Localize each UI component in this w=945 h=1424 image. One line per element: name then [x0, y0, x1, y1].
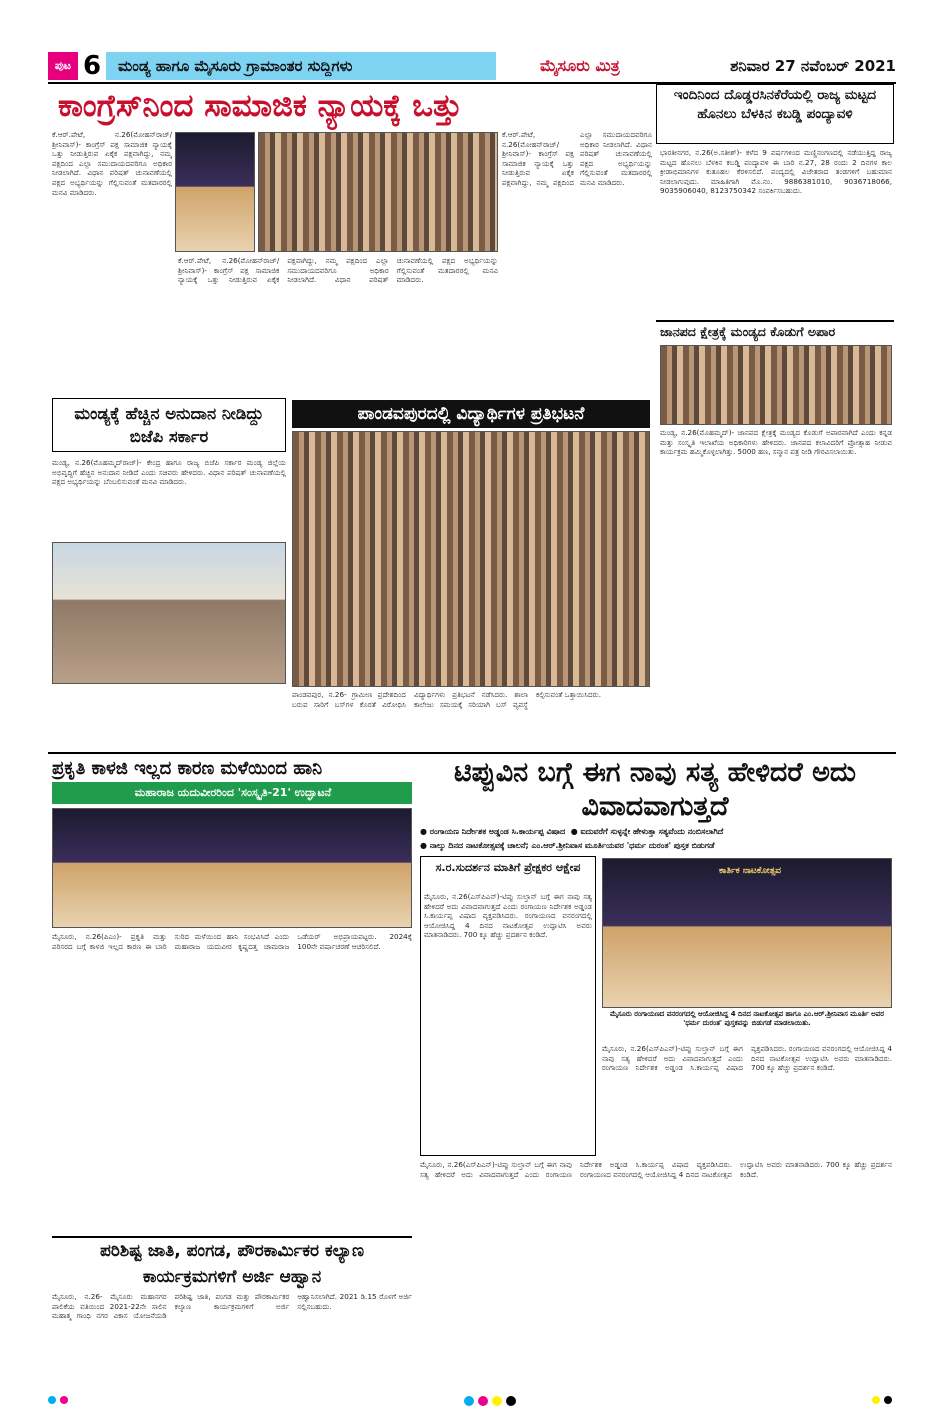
corner-mark-tl-magenta	[60, 1396, 68, 1404]
tipu-headline: ಟಿಪ್ಪುವಿನ ಬಗ್ಗೆ ಈಗ ನಾವು ಸತ್ಯ ಹೇಳಿದರೆ ಅದು ವಿವಾದವಾಗುತ್ತದೆ	[454, 757, 856, 822]
mandya-grant-photo	[52, 542, 286, 684]
lead-body: ಕೆ.ಆರ್.ಪೇಟೆ, ನ.26(ಮೋಹನ್‌ರಾಜ್/ಶ್ರೀನಿವಾಸ್)- ಕಾಂಗ್ರೆಸ್ ಪಕ್ಷ ಸಾಮಾಜಿಕ ನ್ಯಾಯಕ್ಕೆ ಒತ್ತು ನೀಡುತ್ತಿರುವ ಏಕೈಕ ಪಕ್ಷವಾಗಿದ್ದು, ನಮ್ಮ ಪಕ್ಷದಿಂದ ಎಲ್ಲಾ ಸಮುದಾಯದವರಿಗೂ ಅಧಿಕಾರ ನೀಡಲಾಗಿದೆ. ವಿಧಾನ ಪರಿಷತ್ ಚುನಾವಣೆಯಲ್ಲಿ ಪಕ್ಷದ ಅಭ್ಯರ್ಥಿಯನ್ನು ಗೆಲ್ಲಿಸುವಂತೆ ಮತದಾರರಲ್ಲಿ ಮನವಿ ಮಾಡಿದರು.	[52, 130, 172, 197]
pandavapura-headline: ಪಾಂಡವಪುರದಲ್ಲಿ ವಿದ್ಯಾರ್ಥಿಗಳ ಪ್ರತಿಭಟನೆ	[357, 404, 585, 424]
janapada-body: ಮಂಡ್ಯ, ನ.26(ಮೊಹಮ್ಮದ್)- ಜಾನಪದ ಕ್ಷೇತ್ರಕ್ಕೆ ಮಂಡ್ಯದ ಕೊಡುಗೆ ಅಪಾರವಾಗಿದೆ ಎಂದು ಕನ್ನಡ ಮತ್ತು ಸಂಸ್ಕೃತಿ ಇಲಾಖೆಯ ಅಧಿಕಾರಿಗಳು ಹೇಳಿದರು. ಜಾನಪದ ಕಲಾವಿದರಿಗೆ ಪ್ರೋತ್ಸಾಹ ನೀಡುವ ಕಾರ್ಯಕ್ರಮ ಹಮ್ಮಿಕೊಳ್ಳಲಾಗಿತ್ತು. 5000 ಹಣ, ಸನ್ಮಾನ ಪತ್ರ ನೀಡಿ ಗೌರವಿಸಲಾಯಿತು.	[660, 428, 892, 457]
page-header	[48, 52, 896, 80]
page-label: ಪುಟ	[48, 52, 78, 80]
prakruti-headline: ಪ್ರಕೃತಿ ಕಾಳಜಿ ಇಲ್ಲದ ಕಾರಣ ಮಳೆಯಿಂದ ಹಾನಿ	[52, 758, 323, 779]
parishishta-headline: ಪರಿಶಿಷ್ಟ ಜಾತಿ, ಪಂಗಡ, ಪೌರಕಾರ್ಮಿಕರ ಕಲ್ಯಾಣ ಕಾರ್ಯಕ್ರಮಗಳಿಗೆ ಅರ್ಜಿ ಆಹ್ವಾನ	[99, 1241, 365, 1287]
reg-dot-black	[506, 1396, 516, 1406]
mandya-grant-body: ಮಂಡ್ಯ, ನ.26(ಮೊಹಮ್ಮದ್‌ರಾಜ್)- ಕೇಂದ್ರ ಹಾಗೂ ರಾಜ್ಯ ಬಿಜೆಪಿ ಸರ್ಕಾರ ಮಂಡ್ಯ ಜಿಲ್ಲೆಯ ಅಭಿವೃದ್ಧಿಗೆ ಹೆಚ್ಚಿನ ಅನುದಾನ ನೀಡಿದೆ ಎಂದು ಸಚಿವರು ಹೇಳಿದರು. ವಿಧಾನ ಪರಿಷತ್ ಚುನಾವಣೆಯಲ್ಲಿ ಪಕ್ಷದ ಅಭ್ಯರ್ಥಿಯನ್ನು ಬೆಂಬಲಿಸುವಂತೆ ಮನವಿ ಮಾಡಿದರು.	[52, 458, 286, 487]
reg-dot-magenta	[478, 1396, 488, 1406]
kabaddi-headline: ಇಂದಿನಿಂದ ದೊಡ್ಡರಸಿನಕೆರೆಯಲ್ಲಿ ರಾಜ್ಯ ಮಟ್ಟದ ಹೊನಲು ಬೆಳಕಿನ ಕಬಡ್ಡಿ ಪಂದ್ಯಾವಳಿ	[673, 87, 877, 122]
parishishta-body: ಮೈಸೂರು, ನ.26- ಮೈಸೂರು ಮಹಾನಗರ ಪಾಲಿಕೆಯ ವತಿಯಿಂದ 2021-22ನೇ ಸಾಲಿನ ಮಹಾತ್ಮ ಗಾಂಧಿ ನಗರ ವಿಕಾಸ ಯೋಜನೆಯಡಿ ಪರಿಶಿಷ್ಟ ಜಾತಿ, ಪಂಗಡ ಮತ್ತು ಪೌರಕಾರ್ಮಿಕರ ಕಲ್ಯಾಣ ಕಾರ್ಯಕ್ರಮಗಳಿಗೆ ಅರ್ಜಿ ಆಹ್ವಾನಿಸಲಾಗಿದೆ. 2021 ಡಿ.15 ರೊಳಗೆ ಅರ್ಜಿ ಸಲ್ಲಿಸಬಹುದು.	[52, 1292, 412, 1321]
tipu-box-body: ಮೈಸೂರು, ನ.26(ಎಸ್‌ಪಿಎನ್)-ಟಿಪ್ಪು ಸುಲ್ತಾನ್ ಬಗ್ಗೆ ಈಗ ನಾವು ಸತ್ಯ ಹೇಳಿದರೆ ಅದು ವಿವಾದವಾಗುತ್ತದೆ ಎಂದು ರಂಗಾಯಣ ನಿರ್ದೇಶಕ ಅಡ್ಡಂಡ ಸಿ.ಕಾರ್ಯಪ್ಪ ವಿಷಾದ ವ್ಯಕ್ತಪಡಿಸಿದರು. ರಂಗಾಯಣದ ವನರಂಗದಲ್ಲಿ ಆಯೋಜಿಸಿದ್ದ 4 ದಿನದ ನಾಟಕೋತ್ಸವ ಉದ್ಘಾಟಿಸಿ ಅವರು ಮಾತನಾಡಿದರು. 700 ಕ್ಕೂ ಹೆಚ್ಚು ಪ್ರದರ್ಶನ ಕಂಡಿದೆ.	[424, 892, 592, 940]
lead-body-col3: ಕೆ.ಆರ್.ಪೇಟೆ, ನ.26(ಮೋಹನ್‌ರಾಜ್/ಶ್ರೀನಿವಾಸ್)- ಕಾಂಗ್ರೆಸ್ ಪಕ್ಷ ಸಾಮಾಜಿಕ ನ್ಯಾಯಕ್ಕೆ ಒತ್ತು ನೀಡುತ್ತಿರುವ ಏಕೈಕ ಪಕ್ಷವಾಗಿದ್ದು, ನಮ್ಮ ಪಕ್ಷದಿಂದ ಎಲ್ಲಾ ಸಮುದಾಯದವರಿಗೂ ಅಧಿಕಾರ ನೀಡಲಾಗಿದೆ. ವಿಧಾನ ಪರಿಷತ್ ಚುನಾವಣೆಯಲ್ಲಿ ಪಕ್ಷದ ಅಭ್ಯರ್ಥಿಯನ್ನು ಗೆಲ್ಲಿಸುವಂತೆ ಮತದಾರರಲ್ಲಿ ಮನವಿ ಮಾಡಿದರು.	[502, 130, 652, 187]
janapada-headline: ಜಾನಪದ ಕ್ಷೇತ್ರಕ್ಕೆ ಮಂಡ್ಯದ ಕೊಡುಗೆ ಅಪಾರ	[660, 324, 836, 339]
janapada-rule	[656, 320, 894, 322]
section-title: ಮಂಡ್ಯ ಹಾಗೂ ಮೈಸೂರು ಗ್ರಾಮಾಂತರ ಸುದ್ದಿಗಳು	[106, 52, 496, 80]
mid-rule	[48, 752, 896, 754]
tipu-caption: ಮೈಸೂರು ರಂಗಾಯಣದ ವನರಂಗದಲ್ಲಿ ಆಯೋಜಿಸಿದ್ದ 4 ದಿನದ ನಾಟಕೋತ್ಸವ ಹಾಗೂ ಎಂ.ಆರ್.ಶ್ರೀನಿವಾಸ ಮೂರ್ತಿ ಅವರ 'ಧರ್ಮ ದುರಂತ' ಪುಸ್ತಕವನ್ನು ಬಿಡುಗಡೆ ಮಾಡಲಾಯಿತು.	[610, 1010, 884, 1027]
tipu-bullet-1: ● ರಂಗಾಯಣ ನಿರ್ದೇಶಕ ಅಡ್ಡಂಡ ಸಿ.ಕಾರ್ಯಪ್ಪ ವಿಷಾದ ● ಐದುವರೆಗೆ ಸುಳ್ಳನ್ನೇ ಹೇಳುತ್ತಾ ಸತ್ಯವೆಂದು ನಂಬಿಸಲಾಗಿದೆ	[420, 827, 724, 836]
reg-dot-cyan	[464, 1396, 474, 1406]
tipu-body-lower: ಮೈಸೂರು, ನ.26(ಎಸ್‌ಪಿಎನ್)-ಟಿಪ್ಪು ಸುಲ್ತಾನ್ ಬಗ್ಗೆ ಈಗ ನಾವು ಸತ್ಯ ಹೇಳಿದರೆ ಅದು ವಿವಾದವಾಗುತ್ತದೆ ಎಂದು ರಂಗಾಯಣ ನಿರ್ದೇಶಕ ಅಡ್ಡಂಡ ಸಿ.ಕಾರ್ಯಪ್ಪ ವಿಷಾದ ವ್ಯಕ್ತಪಡಿಸಿದರು. ರಂಗಾಯಣದ ವನರಂಗದಲ್ಲಿ ಆಯೋಜಿಸಿದ್ದ 4 ದಿನದ ನಾಟಕೋತ್ಸವ ಉದ್ಘಾಟಿಸಿ ಅವರು ಮಾತನಾಡಿದರು. 700 ಕ್ಕೂ ಹೆಚ್ಚು ಪ್ರದರ್ಶನ ಕಂಡಿದೆ.	[420, 1160, 892, 1179]
prakruti-body: ಮೈಸೂರು, ನ.26(ಪಿಎಂ)- ಪ್ರಕೃತಿ ಮತ್ತು ಪರಿಸರದ ಬಗ್ಗೆ ಕಾಳಜಿ ಇಲ್ಲದ ಕಾರಣ ಈ ಬಾರಿ ಸುರಿದ ಮಳೆಯಿಂದ ಹಾನಿ ಸಂಭವಿಸಿದೆ ಎಂದು ಮಹಾರಾಜ ಯದುವೀರ ಕೃಷ್ಣದತ್ತ ಚಾಮರಾಜ ಒಡೆಯರ್ ಅಭಿಪ್ರಾಯಪಟ್ಟರು. 2024ಕ್ಕೆ 100ನೇ ವರ್ಷಾಚರಣೆ ಆಚರಿಸಲಿದೆ.	[52, 932, 412, 951]
kabaddi-body: ಭಾರತೀನಗರ, ನ.26(ಅ.ಸತೀಶ್)- ಕಳೆದ 9 ವರ್ಷಗಳಿಂದ ಮಣ್ಣಿನಂಗಣದಲ್ಲಿ ನಡೆಯುತ್ತಿದ್ದ ರಾಜ್ಯ ಮಟ್ಟದ ಹೊನಲು ಬೆಳಕಿನ ಕಬಡ್ಡಿ ಪಂದ್ಯಾವಳಿ ಈ ಬಾರಿ ನ.27, 28 ರಂದು 2 ದಿನಗಳ ಕಾಲ ಕ್ರೀಡಾಭಿಮಾನಿಗಳ ಕುತೂಹಲ ಕೆರಳಿಸಲಿದೆ. ಪಂದ್ಯದಲ್ಲಿ ವಿಜೇತರಾದ ತಂಡಗಳಿಗೆ ಬಹುಮಾನ ನೀಡಲಾಗುವುದು. ಮಾಹಿತಿಗಾಗಿ ಮೊ.ನಂ. 9886381010, 9036718066, 9035906040, 8123750342 ಸಂಪರ್ಕಿಸಬಹುದು.	[660, 148, 892, 196]
prakruti-photo	[52, 808, 412, 928]
tipu-photo	[602, 858, 892, 1008]
lead-photo-audience	[258, 132, 498, 252]
tipu-photo-banner: ಕಾರ್ತಿಕ ನಾಟಕೋತ್ಸವ	[718, 866, 782, 876]
reg-dot-yellow	[492, 1396, 502, 1406]
corner-mark-tr-yellow	[872, 1396, 880, 1404]
corner-mark-tr-black	[884, 1396, 892, 1404]
tipu-bullet-3-text: ನಾಲ್ಕು ದಿನದ ನಾಟಕೋತ್ಸವಕ್ಕೆ ಚಾಲನೆ; ಎಂ.ಆರ್.ಶ್ರೀನಿವಾಸ ಮೂರ್ತಿಯವರ 'ಧರ್ಮ ದುರಂತ' ಪುಸ್ತಕ ಬಿಡುಗಡೆ	[429, 841, 715, 850]
tipu-body: ಮೈಸೂರು, ನ.26(ಎಸ್‌ಪಿಎನ್)-ಟಿಪ್ಪು ಸುಲ್ತಾನ್ ಬಗ್ಗೆ ಈಗ ನಾವು ಸತ್ಯ ಹೇಳಿದರೆ ಅದು ವಿವಾದವಾಗುತ್ತದೆ ಎಂದು ರಂಗಾಯಣ ನಿರ್ದೇಶಕ ಅಡ್ಡಂಡ ಸಿ.ಕಾರ್ಯಪ್ಪ ವಿಷಾದ ವ್ಯಕ್ತಪಡಿಸಿದರು. ರಂಗಾಯಣದ ವನರಂಗದಲ್ಲಿ ಆಯೋಜಿಸಿದ್ದ 4 ದಿನದ ನಾಟಕೋತ್ಸವ ಉದ್ಘಾಟಿಸಿ ಅವರು ಮಾತನಾಡಿದರು. 700 ಕ್ಕೂ ಹೆಚ್ಚು ಪ್ರದರ್ಶನ ಕಂಡಿದೆ.	[602, 1044, 892, 1073]
tipu-bullet-2-text: ಐದುವರೆಗೆ ಸುಳ್ಳನ್ನೇ ಹೇಳುತ್ತಾ ಸತ್ಯವೆಂದು ನಂಬಿಸಲಾಗಿದೆ	[580, 827, 724, 836]
tipu-box-title: ಸ.ರ.ಸುದರ್ಶನ ಮಾತಿಗೆ ಪ್ರೇಕ್ಷಕರ ಆಕ್ಷೇಪ	[435, 861, 581, 874]
lead-headline: ಕಾಂಗ್ರೆಸ್‌ನಿಂದ ಸಾಮಾಜಿಕ ನ್ಯಾಯಕ್ಕೆ ಒತ್ತು	[58, 88, 462, 124]
corner-mark-tl-cyan	[48, 1396, 56, 1404]
pandavapura-photo	[292, 431, 650, 687]
tipu-bullet-3: ● ನಾಲ್ಕು ದಿನದ ನಾಟಕೋತ್ಸವಕ್ಕೆ ಚಾಲನೆ; ಎಂ.ಆರ್.ಶ್ರೀನಿವಾಸ ಮೂರ್ತಿಯವರ 'ಧರ್ಮ ದುರಂತ' ಪುಸ್ತಕ ಬಿಡುಗಡೆ	[420, 841, 715, 850]
janapada-photo	[660, 345, 892, 425]
page-number: 6	[82, 51, 102, 81]
mandya-grant-headline: ಮಂಡ್ಯಕ್ಕೆ ಹೆಚ್ಚಿನ ಅನುದಾನ ನೀಡಿದ್ದು ಬಿಜೆಪಿ ಸರ್ಕಾರ	[74, 404, 264, 446]
issue-date: ಶನಿವಾರ 27 ನವೆಂಬರ್ 2021	[730, 57, 896, 75]
prakruti-subhead: ಮಹಾರಾಜ ಯದುವೀರರಿಂದ 'ಸಂಸ್ಕೃತಿ-21' ಉದ್ಘಾಟನೆ	[134, 786, 332, 799]
masthead: ಮೈಸೂರು ಮಿತ್ರ	[540, 56, 620, 75]
lead-body-col2: ಕೆ.ಆರ್.ಪೇಟೆ, ನ.26(ಮೋಹನ್‌ರಾಜ್/ಶ್ರೀನಿವಾಸ್)- ಕಾಂಗ್ರೆಸ್ ಪಕ್ಷ ಸಾಮಾಜಿಕ ನ್ಯಾಯಕ್ಕೆ ಒತ್ತು ನೀಡುತ್ತಿರುವ ಏಕೈಕ ಪಕ್ಷವಾಗಿದ್ದು, ನಮ್ಮ ಪಕ್ಷದಿಂದ ಎಲ್ಲಾ ಸಮುದಾಯದವರಿಗೂ ಅಧಿಕಾರ ನೀಡಲಾಗಿದೆ. ವಿಧಾನ ಪರಿಷತ್ ಚುನಾವಣೆಯಲ್ಲಿ ಪಕ್ಷದ ಅಭ್ಯರ್ಥಿಯನ್ನು ಗೆಲ್ಲಿಸುವಂತೆ ಮತದಾರರಲ್ಲಿ ಮನವಿ ಮಾಡಿದರು.	[178, 256, 498, 285]
tipu-bullet-1-text: ರಂಗಾಯಣ ನಿರ್ದೇಶಕ ಅಡ್ಡಂಡ ಸಿ.ಕಾರ್ಯಪ್ಪ ವಿಷಾದ	[429, 827, 566, 836]
pandavapura-body: ಪಾಂಡವಪುರ, ನ.26- ಗ್ರಾಮೀಣ ಪ್ರದೇಶದಿಂದ ಬರುವ ಸಾರಿಗೆ ಬಸ್‌ಗಳ ಕೊರತೆ ವಿರೋಧಿಸಿ ವಿದ್ಯಾರ್ಥಿಗಳು ಪ್ರತಿಭಟನೆ ನಡೆಸಿದರು. ಶಾಲಾ ಕಾಲೇಜು ಸಮಯಕ್ಕೆ ಸರಿಯಾಗಿ ಬಸ್ ವ್ಯವಸ್ಥೆ ಕಲ್ಪಿಸುವಂತೆ ಒತ್ತಾಯಿಸಿದರು.	[292, 690, 601, 709]
lead-photo-speaker	[175, 132, 255, 252]
